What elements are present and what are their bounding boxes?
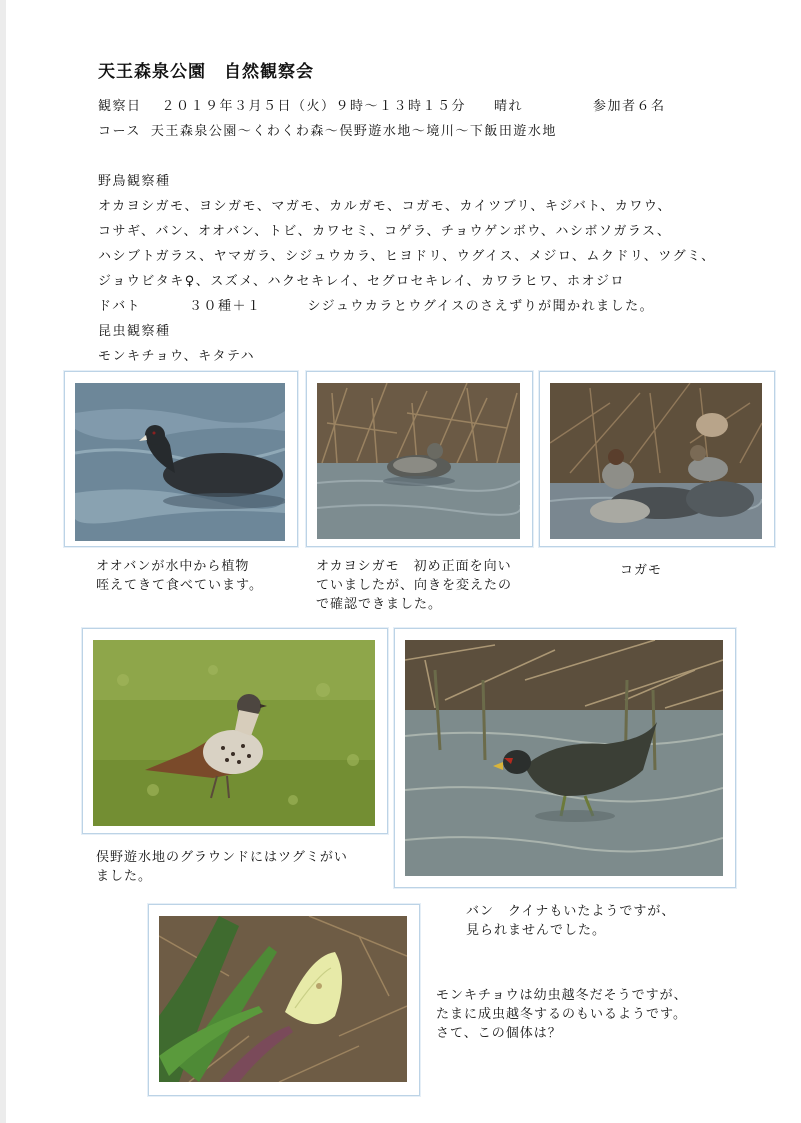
caption-coot-line-2: 咥えてきて食べています。	[96, 578, 263, 593]
photo-coot	[75, 383, 285, 541]
photo-thrush	[93, 640, 375, 826]
caption-gadwall	[316, 557, 512, 614]
page-edge	[0, 0, 6, 1123]
bird-line-4: ジョウビタキ♀、スズメ、ハクセキレイ、セグロセキレイ、カワラヒワ、ホオジロ	[98, 274, 626, 289]
participants: 参加者６名	[593, 99, 666, 114]
photo-teal	[550, 383, 762, 539]
course-value: 天王森泉公園～くわくわ森～俣野遊水地～境川～下飯田遊水地	[150, 124, 557, 139]
caption-moorhen-line-2: 見られませんでした。	[466, 923, 607, 938]
caption-butterfly	[436, 986, 688, 1043]
insect-list: モンキチョウ、キタテハ	[98, 349, 256, 364]
caption-butterfly-line-3: さて、この個体は？	[436, 1026, 562, 1041]
date-line	[98, 95, 666, 114]
photo-moorhen	[405, 640, 723, 876]
caption-thrush-line-2: ました。	[96, 869, 153, 884]
bird-heading: 野鳥観察種	[98, 174, 171, 189]
insect-heading: 昆虫観察種	[98, 324, 171, 339]
weather: 晴れ	[494, 99, 524, 114]
date-label: 観察日	[98, 99, 142, 114]
caption-gadwall-line-1: オカヨシガモ 初め正面を向い	[316, 559, 512, 574]
date-value: ２０１９年３月５日（火）９時～１３時１５分	[161, 99, 467, 114]
course-line	[98, 120, 557, 139]
caption-coot	[96, 557, 263, 595]
page-title: 天王森泉公園 自然観察会	[98, 62, 314, 82]
bird-note: シジュウカラとウグイスのさえずりが聞かれました。	[307, 299, 655, 314]
caption-coot-line-1: オオバンが水中から植物	[96, 559, 250, 574]
bird-line-5	[98, 295, 654, 314]
bird-line-1: オカヨシガモ、ヨシガモ、マガモ、カルガモ、コガモ、カイツブリ、キジバト、カワウ、	[98, 199, 672, 214]
bird-last-name: ドバト	[98, 299, 141, 314]
caption-thrush-line-1: 俣野遊水地のグラウンドにはツグミがい	[96, 850, 348, 865]
course-label: コース	[98, 124, 141, 139]
photo-butterfly	[159, 916, 407, 1082]
caption-teal: コガモ	[620, 563, 663, 578]
bird-line-2: コサギ、バン、オオバン、トビ、カワセミ、コゲラ、チョウゲンボウ、ハシボソガラス、	[98, 224, 672, 239]
caption-gadwall-line-2: ていましたが、向きを変えたの	[316, 578, 513, 593]
caption-butterfly-line-2: たまに成虫越冬するのもいるようです。	[436, 1007, 687, 1022]
caption-thrush	[96, 848, 348, 886]
caption-moorhen-line-1: バン クイナもいたようですが、	[466, 904, 676, 919]
caption-gadwall-line-3: で確認できました。	[316, 597, 443, 612]
bird-line-3: ハシブトガラス、ヤマガラ、シジュウカラ、ヒヨドリ、ウグイス、メジロ、ムクドリ、ツグミ、	[98, 249, 716, 264]
photo-gadwall	[317, 383, 520, 539]
bird-count: ３０種＋１	[188, 299, 262, 314]
caption-butterfly-line-1: モンキチョウは幼虫越冬だそうですが、	[436, 988, 688, 1003]
caption-moorhen	[466, 902, 675, 940]
